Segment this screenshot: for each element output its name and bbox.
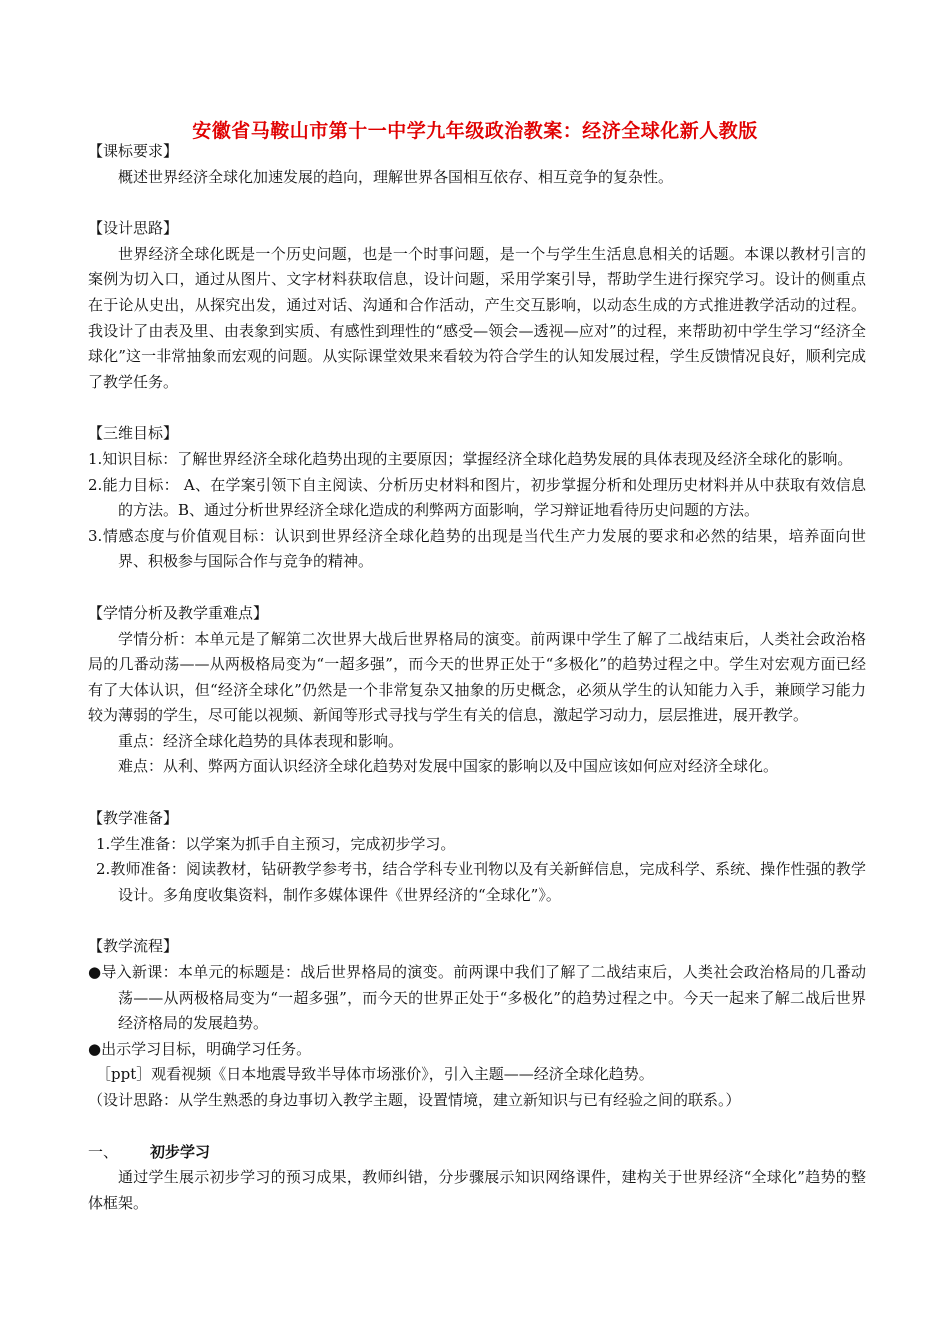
goal-item-ability: 2.能力目标： A、在学案引领下自主阅读、分析历史材料和图片，初步掌握分析和处理历史材料并从中获取有效信息的方法。B、通过分析世界经济全球化造成的利弊两方面影响，学习辩证地看待历史问题的方法。	[88, 475, 866, 520]
goal-item-knowledge: 1.知识目标：了解世界经济全球化趋势出现的主要原因；掌握经济全球化趋势发展的具体表现及经济全球化的影响。	[88, 449, 853, 468]
part1-heading	[88, 1140, 866, 1166]
xueqing-key: 重点：经济全球化趋势的具体表现和影响。	[118, 731, 404, 750]
flow-ppt: ［ppt］观看视频《日本地震导致半导体市场涨价》，引入主题——经济全球化趋势。	[96, 1065, 654, 1084]
sheji-text: 世界经济全球化既是一个历史问题，也是一个时事问题，是一个与学生生活息息相关的话题。本课以教材引言的案例为切入口，通过从图片、文字材料获取信息，设计问题，采用学案引导，帮助学生进行探究学习。设计的侧重点在于论从史出，从探究出发，通过对话、沟通和合作活动，产生交互影响，以动态生成的方式推进教学活动的过程。我设计了由表及里、由表象到实质、有感性到理性的“感受—领会—透视—应对”的过程，来帮助初中学生学习“经济全球化”这一非常抽象而宏观的问题。从实际课堂效果来看较为符合学生的认知发展过程，学生反馈情况良好，顺利完成了教学任务。	[88, 244, 866, 391]
xueqing-analysis: 学情分析：本单元是了解第二次世界大战后世界格局的演变。前两课中学生了解了二战结束后，人类社会政治格局的几番动荡——从两极格局变为“一超多强”，而今天的世界正处于“多极化”的趋势过程之中。学生对宏观方面已经有了大体认识，但“经济全球化”仍然是一个非常复杂又抽象的历史概念，必须从学生的认知能力入手，兼顾学习能力较为薄弱的学生，尽可能以视频、新闻等形式寻找与学生有关的信息，激起学习动力，层层推进，展开教学。	[88, 629, 866, 725]
kebiao-text: 概述世界经济全球化加速发展的趋向，理解世界各国相互依存、相互竞争的复杂性。	[118, 167, 674, 186]
document-body	[88, 139, 866, 1216]
heading-zhunbei: 【教学准备】	[88, 809, 179, 828]
part1-number: 一、	[88, 1142, 119, 1161]
prep-item-teacher: 2.教师准备：阅读教材，钻研教学参考书，结合学科专业刊物以及有关新鲜信息，完成科学、系统、操作性强的教学设计。多角度收集资料，制作多媒体课件《世界经济的“全球化”》。	[96, 860, 866, 904]
heading-kebiao: 【课标要求】	[88, 142, 179, 160]
document-title: 安徽省马鞍山市第十一中学九年级政治教案：经济全球化新人教版	[192, 120, 758, 142]
flow-bullet-goals: ●出示学习目标，明确学习任务。	[88, 1039, 312, 1058]
heading-sheji: 【设计思路】	[88, 219, 179, 238]
heading-liucheng: 【教学流程】	[88, 937, 179, 956]
part1-title: 初步学习	[150, 1142, 211, 1161]
heading-sanwei: 【三维目标】	[88, 424, 179, 443]
prep-item-student: 1.学生准备：以学案为抓手自主预习，完成初步学习。	[96, 834, 456, 853]
flow-note: （设计思路：从学生熟悉的身边事切入教学主题，设置情境，建立新知识与已有经验之间的联系。）	[88, 1091, 741, 1109]
heading-xueqing: 【学情分析及教学重难点】	[88, 603, 269, 622]
flow-bullet-intro: ●导入新课：本单元的标题是：战后世界格局的演变。前两课中我们了解了二战结束后，人类社会政治格局的几番动荡——从两极格局变为“一超多强”，而今天的世界正处于“多极化”的趋势过程之中。今天一起来了解二战后世界经济格局的发展趋势。	[88, 963, 866, 1033]
xueqing-difficult: 难点：从利、弊两方面认识经济全球化趋势对发展中国家的影响以及中国应该如何应对经济全球化。	[118, 757, 779, 776]
part1-text: 通过学生展示初步学习的预习成果，教师纠错，分步骤展示知识网络课件，建构关于世界经济“全球化”趋势的整体框架。	[88, 1168, 866, 1212]
goal-item-emotion: 3.情感态度与价值观目标：认识到世界经济全球化趋势的出现是当代生产力发展的要求和必然的结果，培养面向世界、积极参与国际合作与竞争的精神。	[88, 526, 866, 571]
